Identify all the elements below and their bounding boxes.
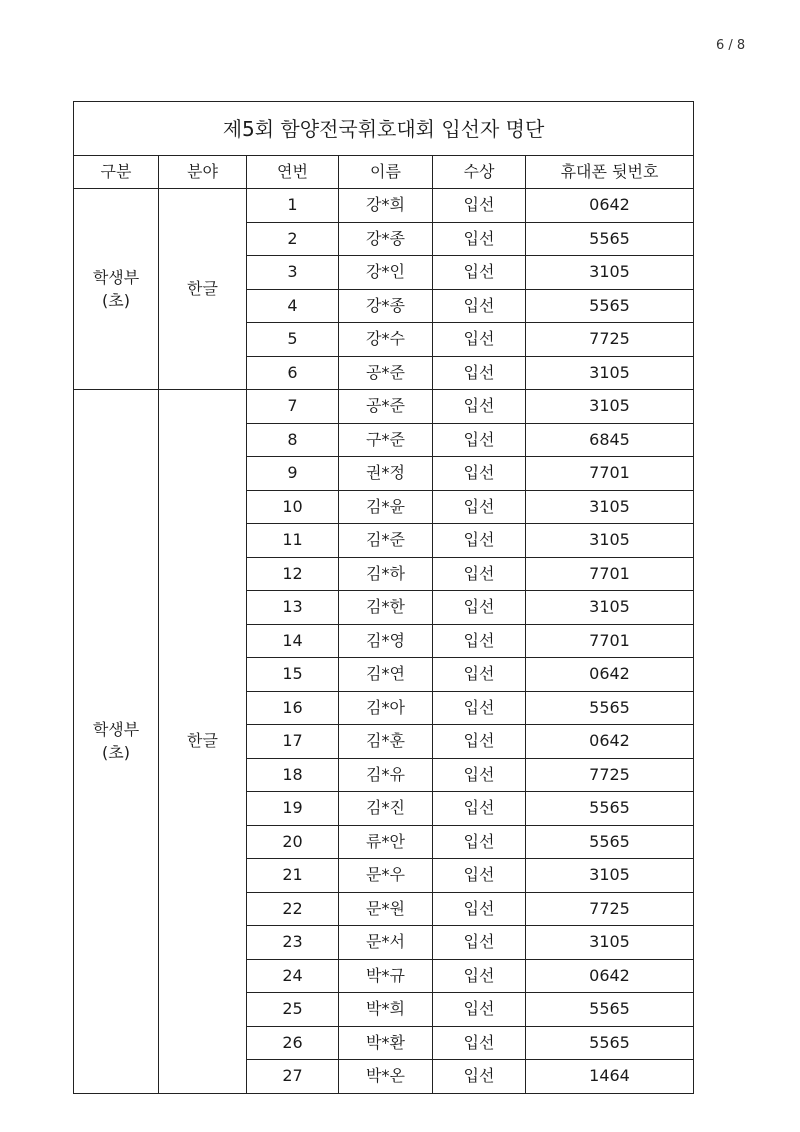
phone-cell: 5565 bbox=[526, 993, 694, 1027]
number-cell: 19 bbox=[247, 792, 339, 826]
phone-cell: 7701 bbox=[526, 624, 694, 658]
number-cell: 24 bbox=[247, 959, 339, 993]
phone-cell: 0642 bbox=[526, 959, 694, 993]
phone-cell: 3105 bbox=[526, 490, 694, 524]
name-cell: 김*하 bbox=[339, 557, 433, 591]
division-sublabel: (초) bbox=[102, 743, 130, 763]
award-cell: 입선 bbox=[433, 993, 526, 1027]
phone-cell: 7701 bbox=[526, 457, 694, 491]
phone-cell: 0642 bbox=[526, 658, 694, 692]
phone-cell: 5565 bbox=[526, 289, 694, 323]
number-cell: 12 bbox=[247, 557, 339, 591]
table-row bbox=[74, 189, 694, 223]
award-cell: 입선 bbox=[433, 591, 526, 625]
name-cell: 공*준 bbox=[339, 390, 433, 424]
name-cell: 김*한 bbox=[339, 591, 433, 625]
award-cell: 입선 bbox=[433, 256, 526, 290]
phone-cell: 3105 bbox=[526, 591, 694, 625]
phone-cell: 3105 bbox=[526, 524, 694, 558]
name-cell: 김*준 bbox=[339, 524, 433, 558]
phone-cell: 6845 bbox=[526, 423, 694, 457]
phone-cell: 5565 bbox=[526, 691, 694, 725]
name-cell: 박*온 bbox=[339, 1060, 433, 1094]
division-label: 학생부 bbox=[92, 720, 140, 740]
award-cell: 입선 bbox=[433, 457, 526, 491]
award-cell: 입선 bbox=[433, 1026, 526, 1060]
name-cell: 강*종 bbox=[339, 289, 433, 323]
number-cell: 20 bbox=[247, 825, 339, 859]
award-cell: 입선 bbox=[433, 1060, 526, 1094]
award-cell: 입선 bbox=[433, 792, 526, 826]
header-phone: 휴대폰 뒷번호 bbox=[526, 156, 694, 189]
award-cell: 입선 bbox=[433, 323, 526, 357]
award-cell: 입선 bbox=[433, 758, 526, 792]
phone-cell: 7725 bbox=[526, 892, 694, 926]
number-cell: 23 bbox=[247, 926, 339, 960]
name-cell: 김*유 bbox=[339, 758, 433, 792]
name-cell: 김*윤 bbox=[339, 490, 433, 524]
phone-cell: 5565 bbox=[526, 222, 694, 256]
award-cell: 입선 bbox=[433, 892, 526, 926]
award-cell: 입선 bbox=[433, 557, 526, 591]
award-cell: 입선 bbox=[433, 624, 526, 658]
award-roster-table bbox=[73, 101, 694, 1094]
division-cell bbox=[74, 189, 159, 390]
award-cell: 입선 bbox=[433, 691, 526, 725]
number-cell: 9 bbox=[247, 457, 339, 491]
number-cell: 14 bbox=[247, 624, 339, 658]
number-cell: 22 bbox=[247, 892, 339, 926]
phone-cell: 5565 bbox=[526, 1026, 694, 1060]
name-cell: 박*희 bbox=[339, 993, 433, 1027]
number-cell: 25 bbox=[247, 993, 339, 1027]
number-cell: 18 bbox=[247, 758, 339, 792]
award-cell: 입선 bbox=[433, 959, 526, 993]
number-cell: 2 bbox=[247, 222, 339, 256]
phone-cell: 3105 bbox=[526, 356, 694, 390]
number-cell: 8 bbox=[247, 423, 339, 457]
award-cell: 입선 bbox=[433, 490, 526, 524]
header-row bbox=[74, 156, 694, 189]
name-cell: 문*우 bbox=[339, 859, 433, 893]
number-cell: 6 bbox=[247, 356, 339, 390]
name-cell: 문*서 bbox=[339, 926, 433, 960]
award-cell: 입선 bbox=[433, 390, 526, 424]
title-row bbox=[74, 102, 694, 156]
number-cell: 27 bbox=[247, 1060, 339, 1094]
name-cell: 강*희 bbox=[339, 189, 433, 223]
phone-cell: 3105 bbox=[526, 390, 694, 424]
number-cell: 1 bbox=[247, 189, 339, 223]
number-cell: 17 bbox=[247, 725, 339, 759]
name-cell: 강*수 bbox=[339, 323, 433, 357]
phone-cell: 3105 bbox=[526, 859, 694, 893]
division-label: 학생부 bbox=[92, 267, 140, 287]
number-cell: 26 bbox=[247, 1026, 339, 1060]
name-cell: 김*훈 bbox=[339, 725, 433, 759]
number-cell: 5 bbox=[247, 323, 339, 357]
award-cell: 입선 bbox=[433, 524, 526, 558]
field-cell: 한글 bbox=[159, 189, 247, 390]
number-cell: 11 bbox=[247, 524, 339, 558]
award-cell: 입선 bbox=[433, 189, 526, 223]
header-field: 분야 bbox=[159, 156, 247, 189]
award-cell: 입선 bbox=[433, 926, 526, 960]
number-cell: 15 bbox=[247, 658, 339, 692]
number-cell: 3 bbox=[247, 256, 339, 290]
header-name: 이름 bbox=[339, 156, 433, 189]
name-cell: 강*인 bbox=[339, 256, 433, 290]
number-cell: 10 bbox=[247, 490, 339, 524]
name-cell: 김*아 bbox=[339, 691, 433, 725]
award-cell: 입선 bbox=[433, 222, 526, 256]
award-cell: 입선 bbox=[433, 356, 526, 390]
award-cell: 입선 bbox=[433, 289, 526, 323]
number-cell: 7 bbox=[247, 390, 339, 424]
division-sublabel: (초) bbox=[102, 291, 130, 310]
phone-cell: 3105 bbox=[526, 256, 694, 290]
header-award: 수상 bbox=[433, 156, 526, 189]
phone-cell: 5565 bbox=[526, 792, 694, 826]
phone-cell: 7725 bbox=[526, 323, 694, 357]
award-cell: 입선 bbox=[433, 825, 526, 859]
award-cell: 입선 bbox=[433, 423, 526, 457]
header-division: 구분 bbox=[74, 156, 159, 189]
name-cell: 김*진 bbox=[339, 792, 433, 826]
document-title: 제5회 함양전국휘호대회 입선자 명단 bbox=[74, 102, 694, 156]
field-cell: 한글 bbox=[159, 390, 247, 1094]
number-cell: 21 bbox=[247, 859, 339, 893]
name-cell: 권*정 bbox=[339, 457, 433, 491]
number-cell: 16 bbox=[247, 691, 339, 725]
phone-cell: 3105 bbox=[526, 926, 694, 960]
award-cell: 입선 bbox=[433, 859, 526, 893]
name-cell: 류*안 bbox=[339, 825, 433, 859]
table-row bbox=[74, 390, 694, 424]
award-cell: 입선 bbox=[433, 658, 526, 692]
name-cell: 김*영 bbox=[339, 624, 433, 658]
number-cell: 13 bbox=[247, 591, 339, 625]
phone-cell: 0642 bbox=[526, 725, 694, 759]
name-cell: 공*준 bbox=[339, 356, 433, 390]
name-cell: 박*환 bbox=[339, 1026, 433, 1060]
name-cell: 구*준 bbox=[339, 423, 433, 457]
division-cell bbox=[74, 390, 159, 1094]
phone-cell: 7701 bbox=[526, 557, 694, 591]
header-number: 연번 bbox=[247, 156, 339, 189]
name-cell: 문*원 bbox=[339, 892, 433, 926]
name-cell: 강*종 bbox=[339, 222, 433, 256]
phone-cell: 1464 bbox=[526, 1060, 694, 1094]
name-cell: 김*연 bbox=[339, 658, 433, 692]
name-cell: 박*규 bbox=[339, 959, 433, 993]
award-cell: 입선 bbox=[433, 725, 526, 759]
phone-cell: 5565 bbox=[526, 825, 694, 859]
page-indicator: 6 / 8 bbox=[716, 38, 746, 53]
number-cell: 4 bbox=[247, 289, 339, 323]
phone-cell: 7725 bbox=[526, 758, 694, 792]
phone-cell: 0642 bbox=[526, 189, 694, 223]
